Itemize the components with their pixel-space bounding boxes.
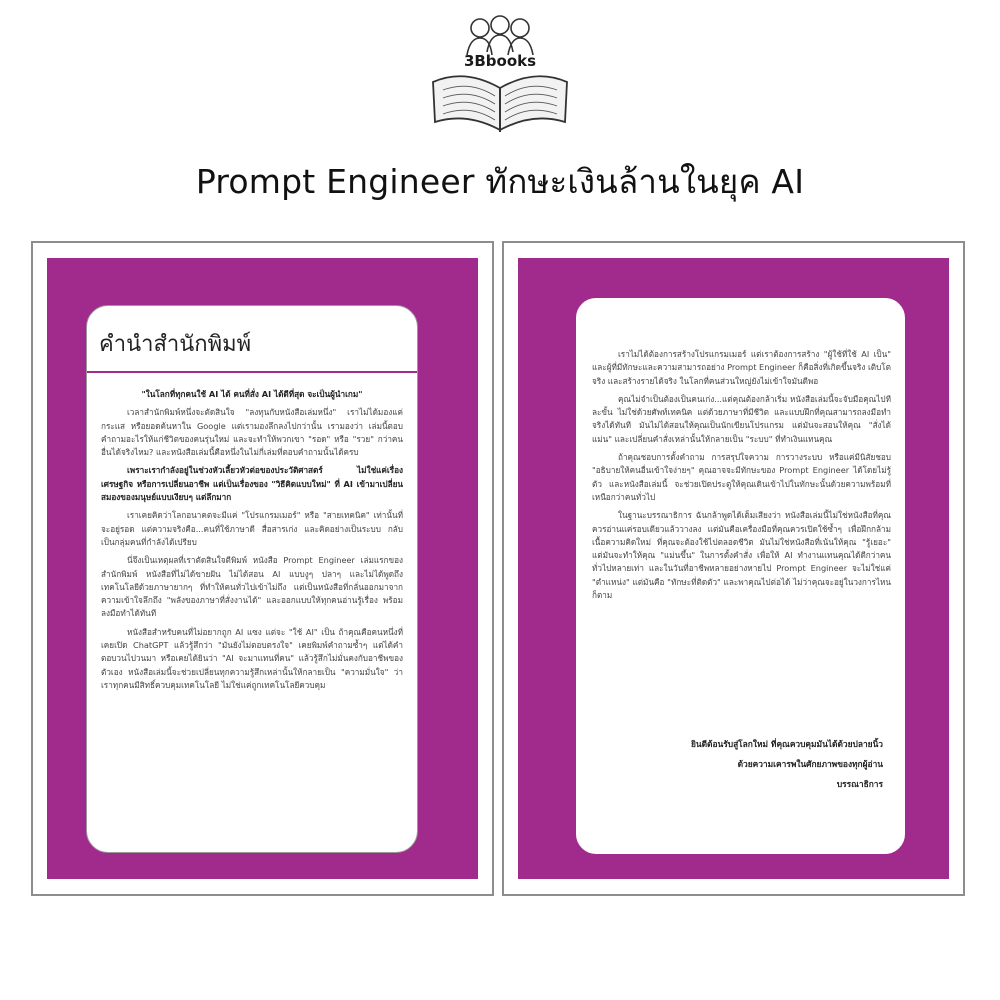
- preface-paragraph: เวลาสำนักพิมพ์หนึ่งจะตัดสินใจ "ลงทุนกับหนังสือเล่มหนึ่ง" เราไม่ได้มองแค่กระแส หรือยอดค้นหาใน Google แต่เรามองลึกลงไปกว่านั้น เรามองว่า เล่มนี้ตอบคำถามอะไรให้แก่ชีวิตของคนรุ่นใหม่ และจะทำให้พวกเขา "รอด" หรือ "รวย" กว่าคนอื่นได้จริงไหม? และหนังสือเล่มนี้คือหนึ่งในไม่กี่เล่มที่ตอบคำถามนั้นได้ครบ: [101, 407, 403, 458]
- preface-paragraph: เราเคยคิดว่าโลกอนาคตจะมีแค่ "โปรแกรมเมอร์" หรือ "สายเทคนิค" เท่านั้นที่จะอยู่รอด แต่ความจริงคือ...คนที่ใช้ภาษาดี สื่อสารเก่ง และคิดอย่างเป็นระบบ กลับเป็นกลุ่มคนที่กำลังได้เปรียบ: [101, 510, 403, 547]
- preface-paragraph: ในฐานะบรรณาธิการ ฉันกล้าพูดได้เต็มเสียงว่า หนังสือเล่มนี้ไม่ใช่หนังสือที่คุณควรอ่านแค่รอบเดียวแล้ววางลง แต่มันคือเครื่องมือที่คุณควรเปิดใช้ซ้ำๆ เพื่อฝึกกล้ามเนื้อความคิดใหม่ ที่คุณจะต้องใช้ไปตลอดชีวิต มันไม่ใช่หนังสือที่เน้นให้คุณ "รู้เยอะ" แต่มันจะทำให้คุณ "แม่นขึ้น" ในการตั้งคำสั่ง เพื่อให้ AI ทำงานแทนคุณได้ดีกว่าคนทั่วไปหลายเท่า และในวันที่อาชีพหลายอย่างหายไป Prompt Engineer จะไม่ใช่แค่ "ตำแหน่ง" แต่มันคือ "ทักษะที่ติดตัว" และพาคุณไปต่อได้ ไม่ว่าคุณจะอยู่ในวงการไหนก็ตาม: [592, 510, 891, 601]
- right-page-card: [574, 296, 907, 856]
- right-page-background: [518, 258, 949, 879]
- preface-paragraph: เพราะเรากำลังอยู่ในช่วงหัวเลี้ยวหัวต่อของประวัติศาสตร์ ไม่ใช่แค่เรื่องเศรษฐกิจ หรือการเปลี่ยนอาชีพ แต่เป็นเรื่องของ "วิธีคิดแบบใหม่" ที่ AI เข้ามาเปลี่ยนสมองของมนุษย์แบบเงียบๆ แต่ลึกมาก: [101, 465, 403, 503]
- brand-name: 3Bbooks: [463, 52, 537, 70]
- preface-body: [101, 388, 403, 697]
- 3bbooks-logo: [425, 10, 575, 140]
- left-page-card: [86, 305, 418, 853]
- right-page-frame: [502, 241, 965, 896]
- left-page-background: [47, 258, 478, 879]
- closing-line: ด้วยความเคารพในศักยภาพของทุกผู้อ่าน: [737, 759, 883, 769]
- preface-heading: คำนำสำนักพิมพ์: [99, 332, 252, 357]
- preface-paragraph: เราไม่ได้ต้องการสร้างโปรแกรมเมอร์ แต่เราต้องการสร้าง "ผู้ใช้ที่ใช้ AI เป็น" และผู้ที่มีทักษะและความสามารถอย่าง Prompt Engineer ก็คือสิ่งที่เกิดขึ้นจริง เติบโตจริง และสร้างรายได้จริง ในโลกที่คนส่วนใหญ่ยังไม่เข้าใจมันดีพอ: [592, 349, 891, 386]
- signature: บรรณาธิการ: [836, 779, 883, 789]
- closing-line: ยินดีต้อนรับสู่โลกใหม่ ที่คุณควบคุมมันได้ด้วยปลายนิ้ว: [690, 739, 883, 749]
- preface-paragraph: นี่จึงเป็นเหตุผลที่เราตัดสินใจตีพิมพ์ หนังสือ Prompt Engineer เล่มแรกของสำนักพิมพ์ หนังสือที่ไม่ได้ขายฝัน ไม่ได้สอน AI แบบงูๆ ปลาๆ และไม่ได้พูดถึงเทคโนโลยีด้วยภาษายากๆ ที่ทำให้คนทั่วไปเข้าไม่ถึง แต่เป็นหนังสือที่กลั่นออกมาจากความเข้าใจลึกถึง "พลังของภาษาที่สั่งงานได้" และออกแบบให้ทุกคนอ่านรู้เรื่อง พร้อมลงมือทำได้ทันที: [101, 555, 403, 619]
- preface-paragraph: ถ้าคุณชอบการตั้งคำถาม การสรุปใจความ การวางระบบ หรือแค่มีนิสัยชอบ "อธิบายให้คนอื่นเข้าใจง่ายๆ" คุณอาจจะมีทักษะของ Prompt Engineer ได้โดยไม่รู้ตัว และหนังสือเล่มนี้ จะช่วยเปิดประตูให้คุณเดินเข้าไปในทักษะนั้นด้วยความพร้อมที่เหนือกว่าคนทั่วไป: [592, 452, 891, 502]
- preface-paragraph: หนังสือสำหรับคนที่ไม่อยากถูก AI แซง แต่จะ "ใช้ AI" เป็น ถ้าคุณคือคนหนึ่งที่เคยเปิด ChatGPT แล้วรู้สึกว่า "มันยังไม่ตอบตรงใจ" เคยพิมพ์คำถามซ้ำๆ แต่ได้คำตอบวนไปวนมา หรือเคยได้ยินว่า "AI จะมาแทนที่คน" แล้วรู้สึกไม่มั่นคงกับอาชีพของตัวเอง หนังสือเล่มนี้จะช่วยเปลี่ยนทุกความรู้สึกเหล่านั้นให้กลายเป็น "ความมั่นใจ" ว่าเราทุกคนมีสิทธิ์ควบคุมเทคโนโลยี ไม่ใช่แค่ถูกเทคโนโลยีควบคุม: [101, 626, 403, 690]
- preface-quote: "ในโลกที่ทุกคนใช้ AI ได้ คนที่สั่ง AI ได้ดีที่สุด จะเป็นผู้นำเกม": [141, 389, 363, 399]
- heading-divider: [87, 371, 417, 373]
- preface-paragraph: คุณไม่จำเป็นต้องเป็นคนเก่ง...แต่คุณต้องกล้าเริ่ม หนังสือเล่มนี้จะจับมือคุณไปทีละขั้น ไม่ใช่ด้วยศัพท์เทคนิค แต่ด้วยภาษาที่มีชีวิต และแบบฝึกที่คุณสามารถลงมือทำจริงได้ทันที มันไม่ได้สอนให้คุณเป็นนักเขียนโปรแกรม แต่มันจะสอนให้คุณ "สั่งได้แม่น" และเปลี่ยนคำสั่งเหล่านั้นให้กลายเป็น "ระบบ" ที่ทำเงินแทนคุณ: [592, 393, 891, 444]
- left-page-frame: [31, 241, 494, 896]
- preface-continued-body: [592, 348, 891, 607]
- closing-signature-block: [691, 734, 883, 794]
- page-title: Prompt Engineer ทักษะเงินล้านในยุค AI: [195, 162, 805, 201]
